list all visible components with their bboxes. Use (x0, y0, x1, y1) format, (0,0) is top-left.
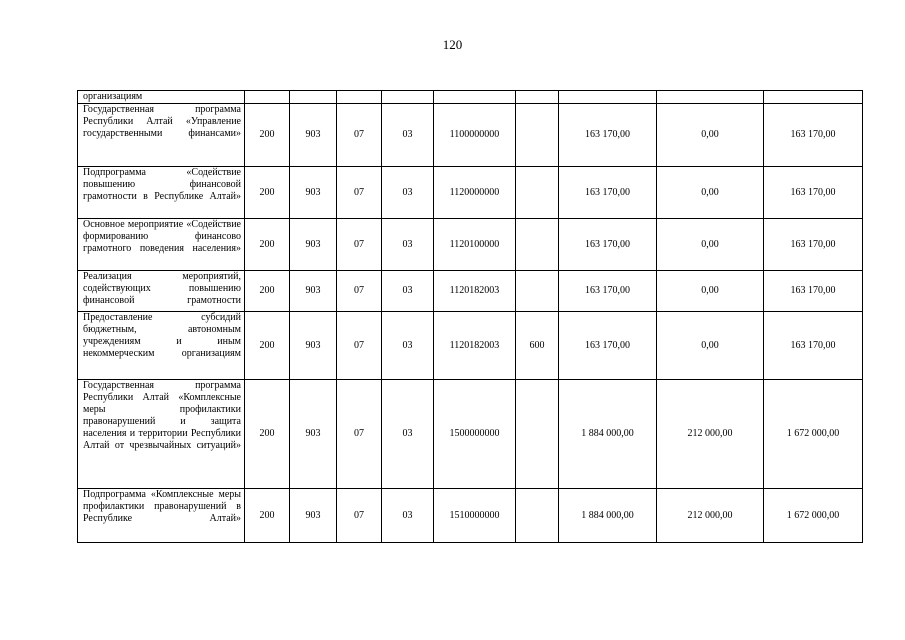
regional-amount-cell: 163 170,00 (764, 219, 863, 271)
federal-amount-cell: 0,00 (657, 219, 764, 271)
ministry-code-cell: 903 (290, 380, 337, 489)
subsection-code-cell: 03 (382, 271, 434, 312)
target-article-cell (434, 91, 516, 104)
target-article-cell: 1100000000 (434, 104, 516, 167)
expense-type-cell (516, 380, 559, 489)
section-code-cell: 07 (337, 167, 382, 219)
target-article-cell: 1120100000 (434, 219, 516, 271)
subsection-code-cell (382, 91, 434, 104)
total-amount-cell: 1 884 000,00 (559, 489, 657, 543)
row-description: Подпрограмма «Комплексные меры профилактики правонарушений в Республике Алтай» (83, 489, 241, 524)
expense-type-cell (516, 91, 559, 104)
total-amount-cell: 163 170,00 (559, 312, 657, 380)
ministry-code-cell: 903 (290, 219, 337, 271)
code-cell: 200 (245, 271, 290, 312)
row-description-cell (78, 489, 245, 543)
expense-type-cell (516, 104, 559, 167)
total-amount-cell: 163 170,00 (559, 104, 657, 167)
row-description: Государственная программа Республики Алтай «Управление государственными финансами» (83, 104, 241, 139)
federal-amount-cell: 0,00 (657, 312, 764, 380)
section-code-cell: 07 (337, 104, 382, 167)
row-description-cell (78, 91, 245, 104)
row-description: Реализация мероприятий, содействующих повышению финансовой грамотности (83, 271, 241, 306)
code-cell: 200 (245, 219, 290, 271)
section-code-cell: 07 (337, 489, 382, 543)
federal-amount-cell: 212 000,00 (657, 489, 764, 543)
table-row (78, 312, 863, 380)
subsection-code-cell: 03 (382, 104, 434, 167)
ministry-code-cell: 903 (290, 489, 337, 543)
code-cell: 200 (245, 380, 290, 489)
table-row (78, 219, 863, 271)
row-description: Основное мероприятие «Содействие формированию финансово грамотного поведения населения» (83, 219, 241, 254)
subsection-code-cell: 03 (382, 489, 434, 543)
ministry-code-cell: 903 (290, 104, 337, 167)
target-article-cell: 1510000000 (434, 489, 516, 543)
regional-amount-cell: 163 170,00 (764, 167, 863, 219)
federal-amount-cell: 0,00 (657, 104, 764, 167)
row-description: Подпрограмма «Содействие повышению финансовой грамотности в Республике Алтай» (83, 167, 241, 202)
ministry-code-cell: 903 (290, 312, 337, 380)
target-article-cell: 1120000000 (434, 167, 516, 219)
target-article-cell: 1500000000 (434, 380, 516, 489)
regional-amount-cell: 163 170,00 (764, 104, 863, 167)
total-amount-cell: 163 170,00 (559, 271, 657, 312)
code-cell: 200 (245, 312, 290, 380)
total-amount-cell: 163 170,00 (559, 219, 657, 271)
row-description: Государственная программа Республики Алтай «Комплексные меры профилактики правонарушений и защита населения и территории Республики Алтай от чрезвычайных ситуаций» (83, 380, 241, 451)
regional-amount-cell: 163 170,00 (764, 312, 863, 380)
subsection-code-cell: 03 (382, 312, 434, 380)
target-article-cell: 1120182003 (434, 312, 516, 380)
row-description-cell (78, 219, 245, 271)
regional-amount-cell: 163 170,00 (764, 271, 863, 312)
budget-table (77, 90, 863, 543)
federal-amount-cell: 212 000,00 (657, 380, 764, 489)
expense-type-cell (516, 271, 559, 312)
code-cell: 200 (245, 104, 290, 167)
table-row (78, 167, 863, 219)
row-description: Предоставление субсидий бюджетным, автономным учреждениям и иным некоммерческим организациям (83, 312, 241, 359)
section-code-cell (337, 91, 382, 104)
total-amount-cell: 163 170,00 (559, 167, 657, 219)
table-row (78, 104, 863, 167)
row-description-cell (78, 380, 245, 489)
total-amount-cell (559, 91, 657, 104)
section-code-cell: 07 (337, 312, 382, 380)
section-code-cell: 07 (337, 219, 382, 271)
row-description-cell (78, 167, 245, 219)
subsection-code-cell: 03 (382, 167, 434, 219)
row-description-cell (78, 104, 245, 167)
code-cell: 200 (245, 489, 290, 543)
row-description-cell (78, 271, 245, 312)
subsection-code-cell: 03 (382, 380, 434, 489)
regional-amount-cell (764, 91, 863, 104)
expense-type-cell (516, 489, 559, 543)
total-amount-cell: 1 884 000,00 (559, 380, 657, 489)
ministry-code-cell (290, 91, 337, 104)
section-code-cell: 07 (337, 271, 382, 312)
target-article-cell: 1120182003 (434, 271, 516, 312)
table-row (78, 271, 863, 312)
table-row (78, 380, 863, 489)
federal-amount-cell: 0,00 (657, 271, 764, 312)
code-cell (245, 91, 290, 104)
expense-type-cell (516, 167, 559, 219)
section-code-cell: 07 (337, 380, 382, 489)
ministry-code-cell: 903 (290, 167, 337, 219)
federal-amount-cell: 0,00 (657, 167, 764, 219)
row-description-cell (78, 312, 245, 380)
table-row (78, 91, 863, 104)
federal-amount-cell (657, 91, 764, 104)
ministry-code-cell: 903 (290, 271, 337, 312)
table-row (78, 489, 863, 543)
regional-amount-cell: 1 672 000,00 (764, 489, 863, 543)
row-description: организациям (83, 91, 143, 102)
code-cell: 200 (245, 167, 290, 219)
page-number: 120 (442, 37, 463, 52)
regional-amount-cell: 1 672 000,00 (764, 380, 863, 489)
subsection-code-cell: 03 (382, 219, 434, 271)
expense-type-cell: 600 (516, 312, 559, 380)
expense-type-cell (516, 219, 559, 271)
